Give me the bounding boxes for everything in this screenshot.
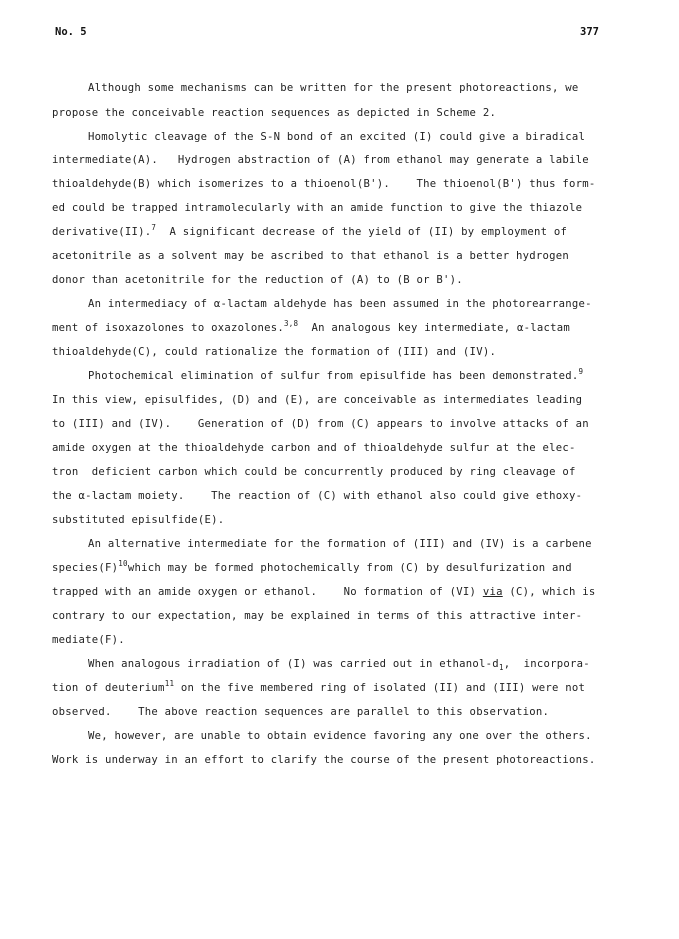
text-line	[0, 630, 679, 650]
text-line	[0, 78, 679, 98]
text-segment: Photochemical elimination of sulfur from episulfide has been demonstrated.	[88, 370, 579, 382]
reference-superscript: 11	[164, 679, 175, 688]
text-segment: on the five membered ring of isolated (II) and (III) were not	[174, 682, 586, 694]
text-segment: An intermediacy of α-lactam aldehyde has been assumed in the photorearrange-	[88, 298, 592, 310]
text-segment: In this view, episulfides, (D) and (E), are conceivable as intermediates leading	[52, 394, 583, 406]
text-line	[0, 510, 679, 530]
text-segment: intermediate(A). Hydrogen abstraction of (A) from ethanol may generate a labile	[52, 154, 589, 166]
reference-superscript: 7	[151, 223, 157, 232]
text-line	[0, 414, 679, 434]
text-segment: via	[482, 586, 503, 598]
text-segment: Homolytic cleavage of the S-N bond of an excited (I) could give a biradical	[88, 131, 586, 143]
text-segment: An alternative intermediate for the formation of (III) and (IV) is a carbene	[88, 538, 592, 550]
text-segment: trapped with an amide oxygen or ethanol. No formation of (VI)	[52, 586, 483, 598]
text-segment: (C), which is	[502, 586, 596, 598]
text-line	[0, 606, 679, 626]
text-line	[0, 654, 679, 674]
text-line	[0, 222, 679, 242]
text-line	[0, 342, 679, 362]
reference-superscript: 3,8	[283, 319, 299, 328]
text-segment: substituted episulfide(E).	[52, 514, 225, 526]
text-segment: derivative(II).	[52, 226, 152, 238]
text-segment: A significant decrease of the yield of (II) by employment of	[156, 226, 568, 238]
text-segment: thioaldehyde(B) which isomerizes to a thioenol(B'). The thioenol(B') thus form-	[52, 178, 596, 190]
text-line	[0, 678, 679, 698]
text-segment: We, however, are unable to obtain evidence favoring any one over the others.	[88, 730, 592, 742]
text-segment: the α-lactam moiety. The reaction of (C) with ethanol also could give ethoxy-	[52, 490, 583, 502]
text-line	[0, 534, 679, 554]
text-segment: Although some mechanisms can be written for the present photoreactions, we	[88, 82, 579, 94]
text-line	[0, 103, 679, 123]
text-line	[0, 726, 679, 746]
text-segment: contrary to our expectation, may be explained in terms of this attractive inter-	[52, 610, 583, 622]
text-segment: tron deficient carbon which could be concurrently produced by ring cleavage of	[52, 466, 576, 478]
text-line	[0, 127, 679, 147]
text-segment: An analogous key intermediate, α-lactam	[298, 322, 571, 334]
text-segment: amide oxygen at the thioaldehyde carbon and of thioaldehyde sulfur at the elec-	[52, 442, 576, 454]
text-line	[0, 366, 679, 386]
reference-superscript: 9	[578, 367, 584, 376]
text-line	[0, 270, 679, 290]
text-segment: Work is underway in an effort to clarify the course of the present photoreactions.	[52, 754, 596, 766]
text-segment: donor than acetonitrile for the reduction of (A) to (B or B').	[52, 274, 463, 286]
text-line	[0, 174, 679, 194]
text-segment: which may be formed photochemically from (C) by desulfurization and	[127, 562, 572, 574]
subscript: 1	[498, 663, 504, 672]
text-segment: propose the conceivable reaction sequences as depicted in Scheme 2.	[52, 107, 497, 119]
text-line	[0, 198, 679, 218]
text-segment: to (III) and (IV). Generation of (D) from (C) appears to involve attacks of an	[52, 418, 589, 430]
text-segment: , incorpora-	[503, 658, 590, 670]
text-line	[0, 558, 679, 578]
text-segment: mediate(F).	[52, 634, 125, 646]
text-segment: thioaldehyde(C), could rationalize the formation of (III) and (IV).	[52, 346, 497, 358]
text-line	[0, 438, 679, 458]
page-number: 377	[580, 26, 599, 38]
text-segment: acetonitrile as a solvent may be ascribed to that ethanol is a better hydrogen	[52, 250, 569, 262]
issue-number: No. 5	[55, 26, 87, 38]
text-segment: ment of isoxazolones to oxazolones.	[52, 322, 284, 334]
text-line	[0, 150, 679, 170]
text-line	[0, 462, 679, 482]
text-line	[0, 246, 679, 266]
text-line	[0, 702, 679, 722]
text-line	[0, 390, 679, 410]
text-segment: When analogous irradiation of (I) was carried out in ethanol-d	[88, 658, 499, 670]
text-line	[0, 294, 679, 314]
text-line	[0, 318, 679, 338]
text-line	[0, 486, 679, 506]
text-segment: species(F)	[52, 562, 119, 574]
text-line	[0, 582, 679, 602]
text-segment: ed could be trapped intramolecularly with an amide function to give the thiazole	[52, 202, 583, 214]
reference-superscript: 10	[118, 559, 128, 568]
text-line	[0, 750, 679, 770]
text-segment: observed. The above reaction sequences are parallel to this observation.	[52, 706, 550, 718]
text-segment: tion of deuterium	[52, 682, 165, 694]
